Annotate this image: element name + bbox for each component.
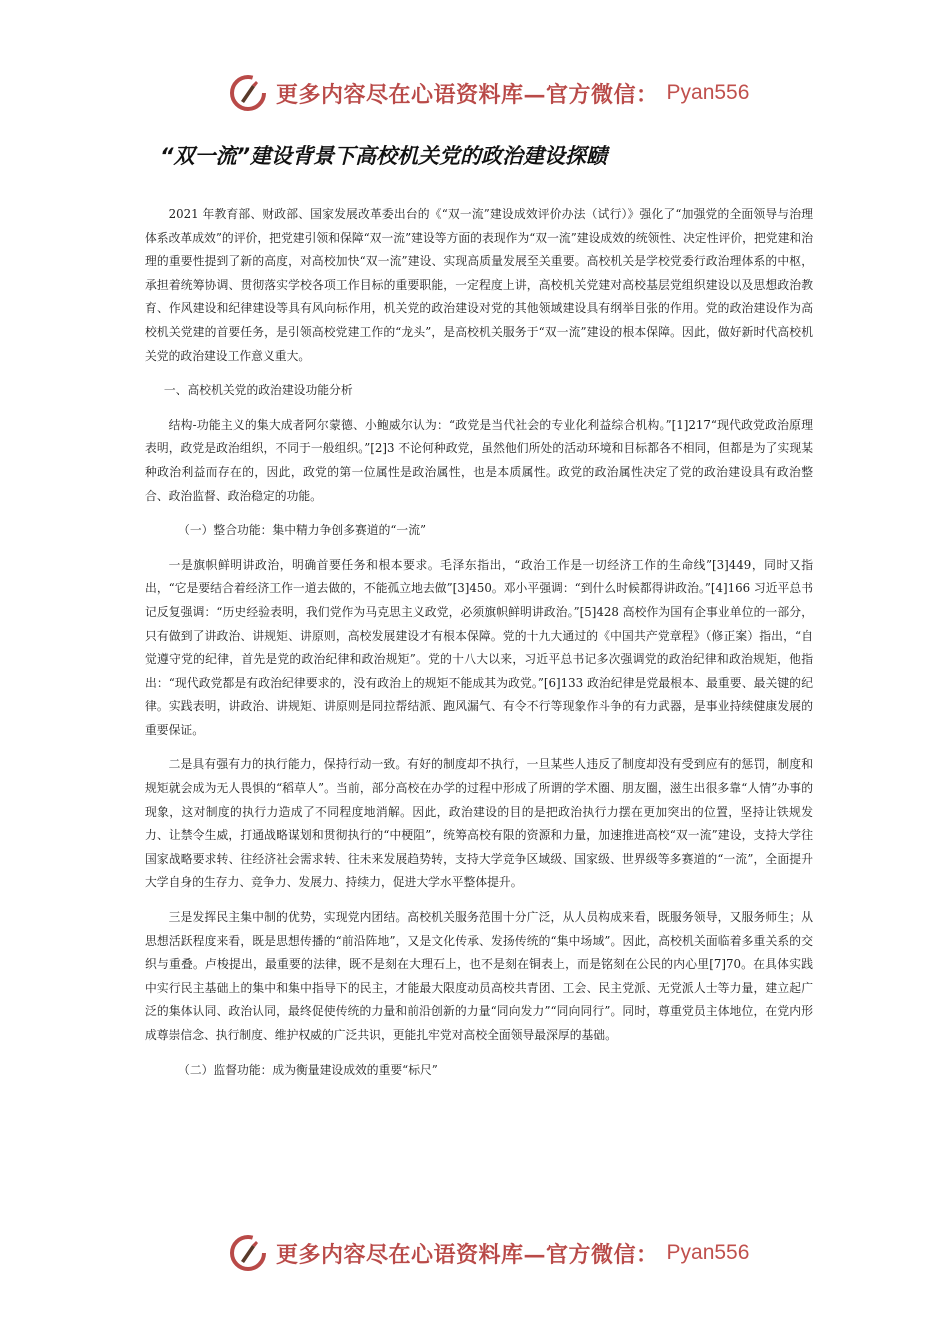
- paragraph-point-one: 一是旗帜鲜明讲政治，明确首要任务和根本要求。毛泽东指出，“政治工作是一切经济工作的生命线”[3]449，同时又指出，“它是要结合着经济工作一道去做的，不能孤立地去做”[3]450。邓小平强调：“到什么时候都得讲政治。”[4]166 习近平总书记反复强调：“历史经验表明，我们党作为马克思主义政党，必须旗帜鲜明讲政治。”[5]428 高校作为国有企事业单位的一部分，只有做到了讲政治、讲规矩、讲原则，高校发展建设才有根本保障。党的十九大通过的《中国共产党章程》（修正案）指出，“自觉遵守党的纪律，首先是党的政治纪律和政治规矩”。党的十八大以来，习近平总书记多次强调党的政治纪律和政治规矩，他指出：“现代政党都是有政治纪律要求的，没有政治上的规矩不能成其为政党。”[6]133 政治纪律是党最根本、最重要、最关键的纪律。实践表明，讲政治、讲规矩、讲原则是同拉帮结派、跑风漏气、有令不行等现象作斗争的有力武器，是事业持续健康发展的重要保证。: [145, 557, 813, 737]
- paragraph-structural-functionalism: 结构-功能主义的集大成者阿尔蒙德、小鲍威尔认为：“政党是当代社会的专业化利益综合机构。”[1]217“现代政党政治原理表明，政党是政治组织，不同于一般组织。”[2]3 不论何种政党，虽然他们所处的活动环境和目标都各不相同，但都是为了实现某种政治利益而存在的，因此，政党的第一位属性是政治属性，也是本质属性。政党的政治属性决定了党的政治建设具有政治整合、政治监督、政治稳定的功能。: [145, 417, 813, 503]
- section-heading-1: 一、高校机关党的政治建设功能分析: [163, 383, 353, 398]
- paragraph-intro: 2021 年教育部、财政部、国家发展改革委出台的《“双一流”建设成效评价办法（试行）》强化了“加强党的全面领导与治理体系改革成效”的评价，把党建引领和保障“双一流”建设等方面的表现作为“双一流”建设成效的统领性、决定性评价，把党建和治理的重要性提到了新的高度，对高校加快“双一流”建设、实现高质量发展至关重要。高校机关是学校党委行政治理体系的中枢，承担着统筹协调、贯彻落实学校各项工作目标的重要职能，一定程度上讲，高校机关党建对高校基层党组织建设以及思想政治教育、作风建设和纪律建设等具有风向标作用，机关党的政治建设对党的其他领域建设具有纲举目张的作用。党的政治建设作为高校机关党建的首要任务，是引领高校党建工作的“龙头”，是高校机关服务于“双一流”建设的根本保障。因此，做好新时代高校机关党的政治建设工作意义重大。: [145, 207, 813, 363]
- header-banner: [228, 70, 749, 116]
- paragraph-point-three: 三是发挥民主集中制的优势，实现党内团结。高校机关服务范围十分广泛，从人员构成来看，既服务领导，又服务师生；从思想活跃程度来看，既是思想传播的“前沿阵地”，又是文化传承、发扬传统的“集中场域”。因此，高校机关面临着多重关系的交织与重叠。卢梭提出，最重要的法律，既不是刻在大理石上，也不是刻在铜表上，而是铭刻在公民的内心里[7]70。在具体实践中实行民主基础上的集中和集中指导下的民主，才能最大限度动员高校共青团、工会、民主党派、无党派人士等力量，建立起广泛的集体认同、政治认同，最终促使传统的力量和前沿创新的力量“同向发力”“同向同行”。同时，尊重党员主体地位，在党内形成尊崇信念、执行制度、维护权威的广泛共识，更能扎牢党对高校全面领导最深厚的基础。: [145, 910, 813, 1042]
- document-body: [145, 203, 813, 1093]
- brush-circle-logo-icon: [228, 1233, 268, 1273]
- document-title: “双一流”建设背景下高校机关党的政治建设探赜: [160, 144, 608, 168]
- banner-text: 更多内容尽在心语资料库—官方微信：: [276, 81, 659, 108]
- banner-handle: Pyan556: [666, 81, 750, 104]
- subsection-heading-supervision: （二）监督功能：成为衡量建设成效的重要“标尺”: [178, 1062, 438, 1077]
- paragraph-point-two: 二是具有强有力的执行能力，保持行动一致。有好的制度却不执行，一旦某些人违反了制度却没有受到应有的惩罚，制度和规矩就会成为无人畏惧的“稻草人”。当前，部分高校在办学的过程中形成了所谓的学术圈、朋友圈，滋生出很多靠“人情”办事的现象，这对制度的执行力造成了不同程度地消解。因此，政治建设的目的是把政治执行力摆在更加突出的位置，坚持让铁规发力、让禁令生威，打通战略谋划和贯彻执行的“中梗阻”，统筹高校有限的资源和力量，加速推进高校“双一流”建设，支持大学往国家战略要求转、往经济社会需求转、往未来发展趋势转，支持大学竞争区域级、国家级、世界级等多赛道的“一流”，全面提升大学自身的生存力、竞争力、发展力、持续力，促进大学水平整体提升。: [145, 757, 813, 890]
- footer-banner: [228, 1230, 749, 1276]
- brush-circle-logo-icon: [228, 73, 268, 113]
- subsection-heading-integration: （一）整合功能：集中精力争创多赛道的“一流”: [178, 523, 427, 538]
- banner-text: 更多内容尽在心语资料库—官方微信：: [276, 1241, 659, 1268]
- banner-handle: Pyan556: [666, 1241, 750, 1264]
